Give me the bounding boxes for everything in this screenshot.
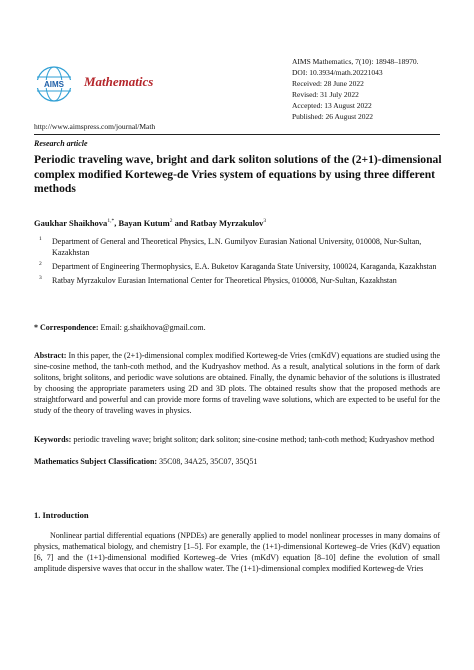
abstract-label: Abstract: (34, 351, 67, 360)
affiliation-number: 1 (39, 236, 42, 242)
journal-name: Mathematics (84, 74, 154, 89)
meta-received: Received: 28 June 2022 (292, 79, 364, 88)
author-name: Ratbay Myrzakulov (190, 218, 264, 228)
abstract (34, 350, 440, 417)
publication-meta (292, 56, 418, 122)
meta-citation: AIMS Mathematics, 7(10): 18948–18970. (292, 57, 419, 66)
affiliations (34, 236, 444, 289)
author-affil-sup: 2 (169, 218, 173, 225)
keywords-text: periodic traveling wave; bright soliton; dark soliton; sine-cosine method; tanh-coth method; Kudryashov method (71, 435, 435, 444)
author-name: Bayan Kutum (118, 218, 170, 228)
meta-published: Published: 26 August 2022 (292, 112, 374, 121)
author-affil-sup: 1,* (107, 218, 115, 225)
keywords (34, 434, 440, 445)
aims-logo (34, 64, 74, 104)
meta-accepted: Accepted: 13 August 2022 (292, 101, 372, 110)
journal-url[interactable]: http://www.aimspress.com/journal/Math (34, 122, 156, 131)
affiliation-number: 3 (39, 275, 42, 281)
author-list (34, 218, 266, 228)
header-divider (34, 134, 440, 135)
msc-codes: 35C08, 34A25, 35C07, 35Q51 (157, 457, 258, 466)
author-name: Gaukhar Shaikhova (34, 218, 108, 228)
affiliation-text: Department of General and Theoretical Physics, L.N. Gumilyov Eurasian National University, 010008, Nur-Sultan, Kazakhstan (52, 237, 422, 257)
correspondence-label: * Correspondence: (34, 323, 99, 332)
affiliation-number: 2 (39, 261, 42, 267)
affiliation-item (34, 261, 444, 272)
intro-paragraph: Nonlinear partial differential equations (NPDEs) are generally applied to model nonlinear processes in many domains of physics, mathematical biology, and chemistry [1–5]. For example, the (1+1)-dimensional Korteweg–de Vries (KdV) equation [6, 7] and the (1+1)-dimensional modified Korteweg–de Vries (mKdV) equation [8–10] define the evolution of small amplitude dispersive waves that occur in the shallow water. The (1+1)-dimensional complex modified Korteweg-de Vries (34, 531, 440, 574)
msc-classification (34, 457, 257, 466)
correspondence (34, 323, 206, 332)
paper-title: Periodic traveling wave, bright and dark soliton solutions of the (2+1)-dimensional complex modified Korteweg-de Vries system of equations by using three different methods (34, 153, 442, 195)
meta-revised: Revised: 31 July 2022 (292, 90, 359, 99)
affiliation-item (34, 275, 444, 286)
meta-doi[interactable]: DOI: 10.3934/math.20221043 (292, 68, 383, 77)
abstract-text: In this paper, the (2+1)-dimensional complex modified Korteweg-de Vries (cmKdV) equations are studied using the sine-cosine method, the tanh-coth method, and the Kudryashov method. As a result, analytical solutions in the form of dark solitons, bright solitons, and periodic wave solutions are obtained. Finally, the dynamic behavior of the solutions is illustrated by choosing the appropriate parameters using 2D and 3D plots. The obtained results show that the proposed methods are straightforward and powerful and can provide more forms of traveling wave solutions, which are expected to be useful for the study of the theory of traveling waves in physics. (34, 351, 440, 416)
msc-label: Mathematics Subject Classification: (34, 457, 158, 466)
author-affil-sup: 3 (263, 218, 267, 225)
affiliation-item (34, 236, 444, 258)
author-separator: , (114, 218, 119, 228)
keywords-label: Keywords: (34, 435, 72, 444)
affiliation-text: Ratbay Myrzakulov Eurasian International Center for Theoretical Physics, 010008, Nur-Sultan, Kazakhstan (52, 276, 397, 285)
affiliation-text: Department of Engineering Thermophysics, E.A. Buketov Karaganda State University, 100024, Karaganda, Kazakhstan (52, 262, 437, 271)
correspondence-email[interactable]: Email: g.shaikhova@gmail.com. (98, 323, 206, 332)
author-separator: and (172, 218, 191, 228)
logo-text: AIMS (44, 80, 64, 89)
article-type: Research article (34, 139, 88, 148)
section-heading: 1. Introduction (34, 510, 89, 520)
